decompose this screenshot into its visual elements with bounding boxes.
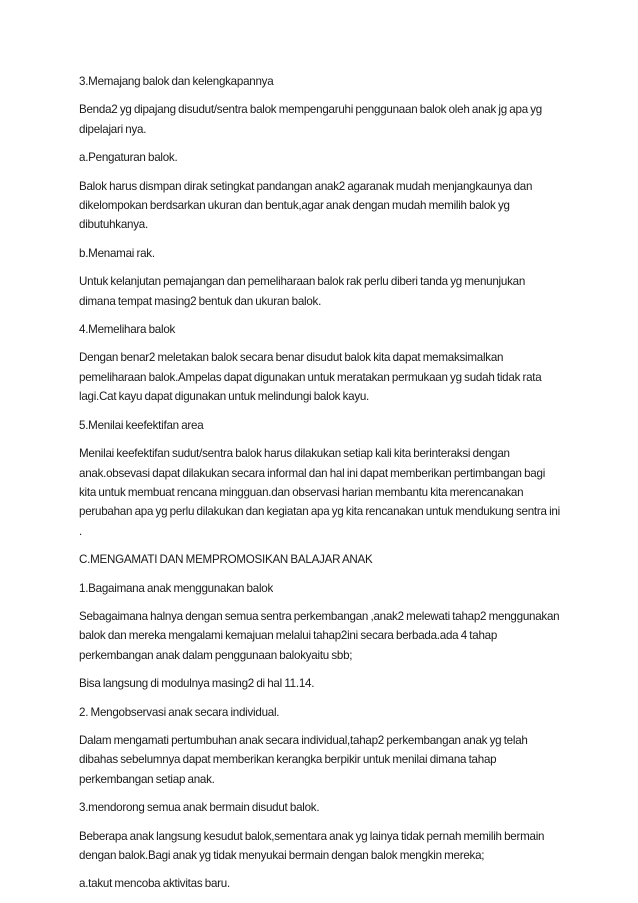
heading-mengobservasi-anak: 2. Mengobservasi anak secara individual. <box>79 705 280 719</box>
heading-menilai-keefektifan: 5.Menilai keefektifan area <box>79 418 204 432</box>
paragraph: Beberapa anak langsung kesudut balok,sementara anak yg lainya tidak pernah memilih bermain dengan balok.Bagi anak yg tidak menyukai bermain dengan balok mengkin mereka; <box>79 829 545 862</box>
paragraph: Untuk kelanjutan pemajangan dan pemeliharaan balok rak perlu diberi tanda yg menunjukan dimana tempat masing2 bentuk dan ukuran balok. <box>79 275 526 308</box>
list-item: a.takut mencoba aktivitas baru. <box>79 877 230 891</box>
heading-mendorong-anak: 3.mendorong semua anak bermain disudut balok. <box>79 801 320 815</box>
heading-bagaimana-anak: 1.Bagaimana anak menggunakan balok <box>79 581 274 595</box>
subheading-menamai-rak: b.Menamai rak. <box>79 246 155 260</box>
section-heading-mengamati: C.MENGAMATI DAN MEMPROMOSIKAN BALAJAR ANAK <box>79 553 373 567</box>
document-body <box>79 72 561 903</box>
subheading-pengaturan-balok: a.Pengaturan balok. <box>79 151 178 165</box>
paragraph: Dalam mengamati pertumbuhan anak secara individual,tahap2 perkembangan anak yg telah dibahas sebelumnya dapat memberikan kerangka berpikir untuk menilai dimana tahap perkembangan setiap anak. <box>79 733 528 786</box>
heading-memajang-balok: 3.Memajang balok dan kelengkapannya <box>79 75 274 88</box>
paragraph: Dengan benar2 meletakan balok secara benar disudut balok kita dapat memaksimalkan pemeliharaan balok.Ampelas dapat digunakan untuk meratakan permukaan yg sudah tidak rata lagi.Cat kayu dapat digunakan untuk melindungi balok kayu. <box>79 351 542 404</box>
paragraph: Balok harus dismpan dirak setingkat pandangan anak2 agaranak mudah menjangkaunya dan dikelompokan berdsarkan ukuran dan bentuk,agar anak dengan mudah memilih balok yg dibutuhkanya. <box>79 179 533 232</box>
paragraph: Menilai keefektifan sudut/sentra balok harus dilakukan setiap kali kita berinteraksi dengan anak.obsevasi dapat dilakukan secara informal dan hal ini dapat memberikan pertimbangan bagi kita untuk membuat rencana mingguan.dan observasi harian membantu kita merencanakan perubahan apa yg perlu dilakukan dan kegiatan apa yg kita rencanakan untuk mendukung sentra ini . <box>79 447 560 538</box>
paragraph: Benda2 yg dipajang disudut/sentra balok mempengaruhi penggunaan balok oleh anak jg apa yg dipelajari nya. <box>79 103 543 136</box>
heading-memelihara-balok: 4.Memelihara balok <box>79 323 176 337</box>
paragraph: Sebagaimana halnya dengan semua sentra perkembangan ,anak2 melewati tahap2 menggunakan balok dan mereka mengalami kemajuan melalui tahap2ini secara berbada.ada 4 tahap perkembangan anak dalam penggunaan balokyaitu sbb; <box>79 609 560 662</box>
paragraph: Bisa langsung di modulnya masing2 di hal 11.14. <box>79 677 315 691</box>
